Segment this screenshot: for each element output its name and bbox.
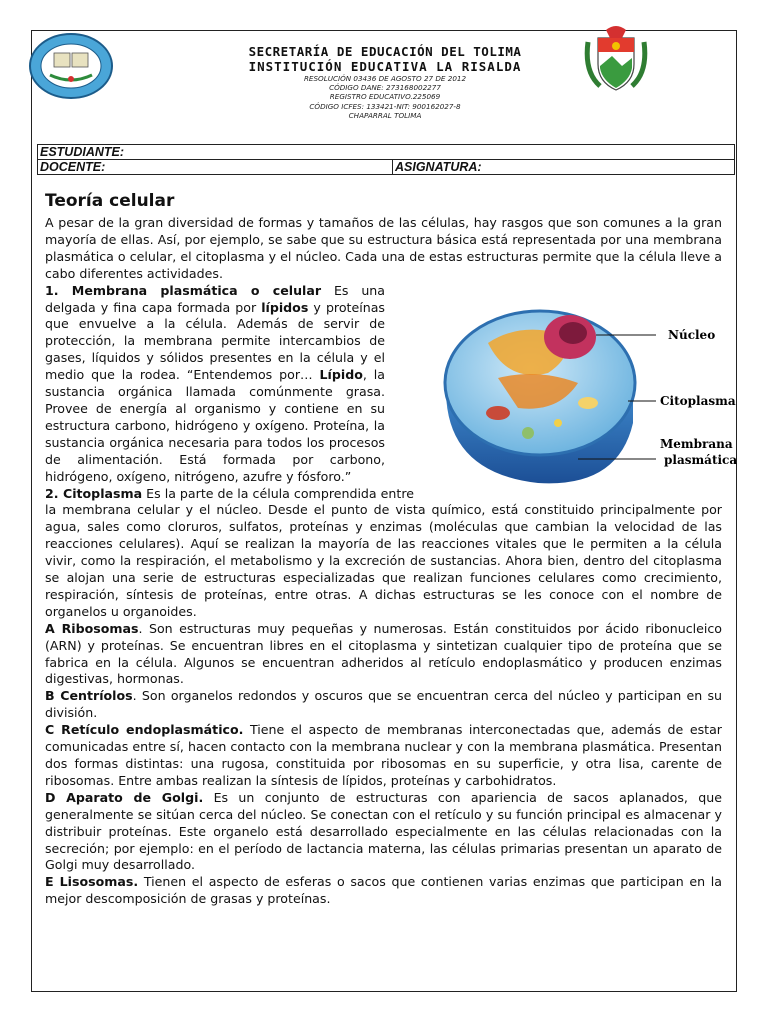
reticulum-text: Tiene el aspecto de membranas interconectadas que, además de estar comunicadas entre sí, hacen contacto con la membrana nuclear y con la membrana plasmática. Presentan dos formas distintas: una rugosa, constituida por ribosomas en su superficie, y otra lisa, carente de ribosomas. Entre ambas realizan la síntesis de lípidos, proteínas y carbohidratos. <box>45 722 722 788</box>
reticulum-paragraph <box>45 722 722 790</box>
subject-label: ASIGNATURA: <box>395 160 482 174</box>
membrane-section <box>45 282 738 486</box>
cytoplasm-heading: 2. Citoplasma <box>45 485 143 501</box>
reticulum-heading: C Retículo endoplasmático. <box>45 722 244 738</box>
city-line: CHAPARRAL TOLIMA <box>348 110 422 120</box>
lipid-term: Lípido <box>319 367 363 383</box>
subject-field[interactable] <box>393 160 735 175</box>
membrane-text-3: , la sustancia orgánica llamada comúnmente grasa. Provee de energía al organismo y contiene en su estructura carbono, hidrógeno y oxígeno. Proteína, la sustancia orgánica necesaria para todos los procesos de alimentación. Está formada por carbono, hidrógeno, oxígeno, nitrógeno, azufre y fósforo.” <box>45 367 385 484</box>
institution-title: INSTITUCIÓN EDUCATIVA LA RISALDA <box>248 59 522 74</box>
student-field[interactable] <box>38 145 735 160</box>
nucleus-label: Núcleo <box>668 327 716 342</box>
centrioles-heading: B Centríolos <box>45 688 133 704</box>
registry-line: REGISTRO EDUCATIVO.225069 <box>329 92 441 102</box>
student-label: ESTUDIANTE: <box>40 145 125 159</box>
golgi-paragraph <box>45 790 722 875</box>
membrane-label-line1: Membrana <box>660 436 733 451</box>
ribosomes-text: . Son estructuras muy pequeñas y numerosas. Están constituidos por ácido ribonucleico (ARN) y proteínas. Se encuentran libres en el citoplasma y sintetizan cualquier tipo de proteína que se fabrica en la célula. Algunos se encuentran adheridos al retículo endoplasmático y producen enzimas digestivas, hormonas. <box>45 620 722 687</box>
teacher-field[interactable] <box>38 160 393 175</box>
membrane-label-line2: plasmática <box>664 452 738 467</box>
letterhead <box>150 44 620 120</box>
document-title: Teoría celular <box>45 191 175 211</box>
lipids-term: lípidos <box>261 299 309 315</box>
membrane-text-2: y proteínas que envuelve a la célula. Además de servir de protección, la membrana permite intercambios de gases, líquidos y sólidos presentes en la célula y el medio que la rodea. “Entendemos por… <box>45 299 385 383</box>
dane-code-line: CÓDIGO DANE: 273168002277 <box>329 83 441 93</box>
cytoplasm-text: Es la parte de la célula comprendida entre la membrana celular y el núcleo. Desde el punto de vista químico, está constituido principalmente por agua, sales como cloruros, sulfatos, proteínas y enzimas (moléculas que cambian la velocidad de las reacciones celulares). Aquí se realizan la mayoría de las reacciones vitales que le permiten a la célula vivir, como la respiración, el metabolismo y la excreción de sustancias. Ahora bien, dentro del citoplasma se alojan una serie de estructuras especializadas que realizan funciones celulares como crecimiento, respiración, síntesis de proteínas, entre otras. A dichas estructuras se les conoce con el nombre de organelos u organoides. <box>45 485 722 619</box>
membrane-heading: 1. Membrana plasmática o celular <box>45 282 322 298</box>
cytoplasm-paragraph <box>45 486 722 621</box>
membrane-paragraph <box>45 283 385 486</box>
ribosomes-heading: A Ribosomas <box>45 620 139 636</box>
icfes-code-line: CÓDIGO ICFES: 133421-NIT: 900162027-8 <box>309 101 461 111</box>
resolution-line: RESOLUCIÓN 03436 DE AGOSTO 27 DE 2012 <box>303 74 467 83</box>
centrioles-text: . Son organelos redondos y oscuros que se encuentran cerca del núcleo y participan en su división. <box>45 688 722 721</box>
document-body <box>45 190 738 908</box>
cytoplasm-label: Citoplasma <box>660 393 736 408</box>
secretariat-title: SECRETARÍA DE EDUCACIÓN DEL TOLIMA <box>248 44 522 59</box>
ribosomes-paragraph <box>45 621 722 689</box>
golgi-text: Es un conjunto de estructuras con apariencia de sacos aplanados, que generalmente se sitúan cerca del núcleo. Se conectan con el retículo y su función principal es almacenar y distribuir proteínas. Este organelo está desarrollado especialmente en las células relacionadas con la secreción; por ejemplo: en el período de lactancia materna, las células primarias presentan un aparato de Golgi muy desarrollado. <box>45 789 722 873</box>
cell-diagram <box>428 283 738 493</box>
lysosomes-text: Tienen el aspecto de esferas o sacos que contienen varias enzimas que participan en la mejor descomposición de grasas y proteínas. <box>45 874 723 907</box>
lysosomes-paragraph <box>45 874 722 908</box>
golgi-heading: D Aparato de Golgi. <box>45 789 204 805</box>
centrioles-paragraph <box>45 688 722 722</box>
teacher-label: DOCENTE: <box>40 160 106 174</box>
lysosomes-heading: E Lisosomas. <box>45 874 139 890</box>
student-info-table <box>37 144 735 175</box>
intro-paragraph: A pesar de la gran diversidad de formas y tamaños de las células, hay rasgos que son comunes a la gran mayoría de ellas. Así, por ejemplo, se sabe que su estructura básica está representada por una membrana plasmática o celular, el citoplasma y el núcleo. Cada una de estas estructuras permite que la célula lleve a cabo diferentes actividades. <box>45 215 722 281</box>
school-seal-logo <box>28 31 114 101</box>
membrane-text-1: Es una delgada y fina capa formada por <box>45 282 385 315</box>
